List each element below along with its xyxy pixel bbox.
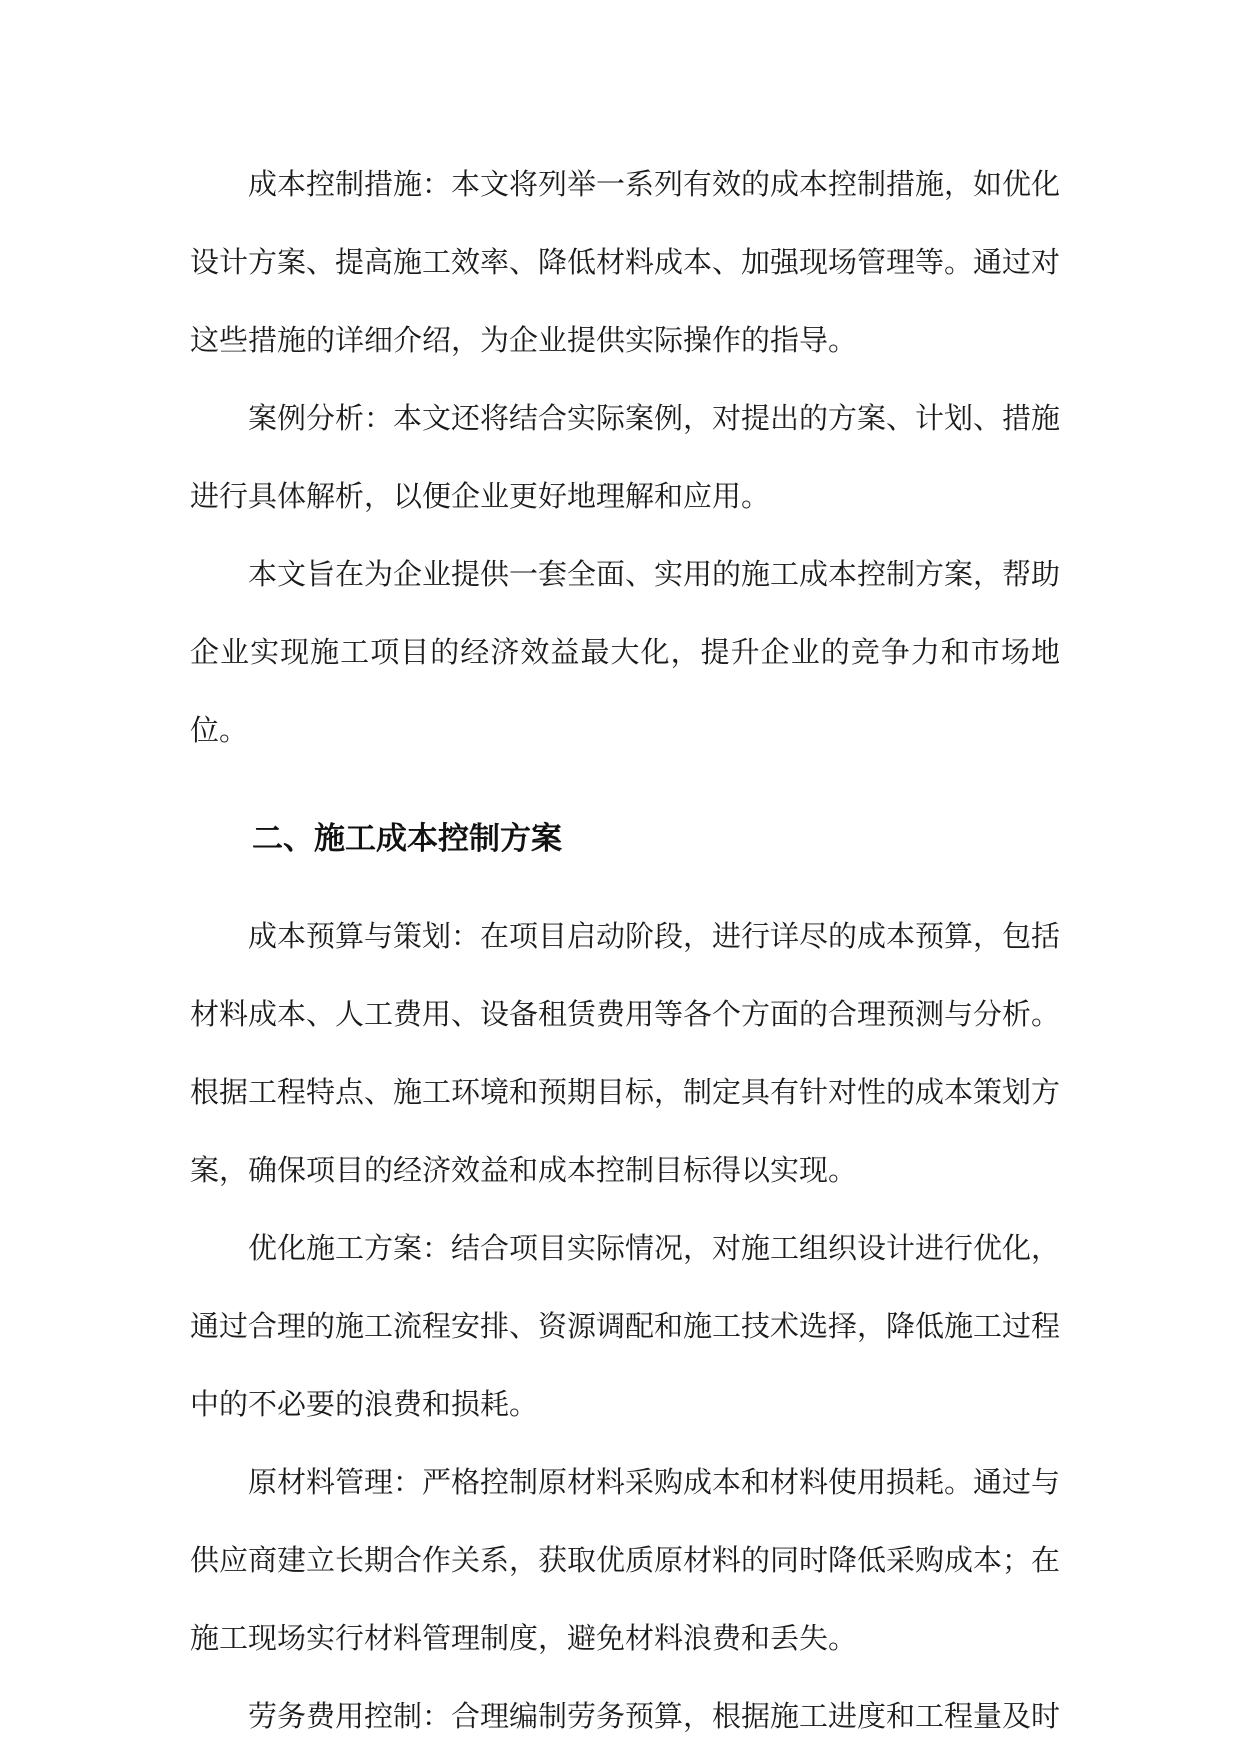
paragraph-case-analysis: 案例分析：本文还将结合实际案例，对提出的方案、计划、措施进行具体解析，以便企业更好地理解和应用。	[190, 401, 1061, 513]
paragraph-raw-material-management: 原材料管理：严格控制原材料采购成本和材料使用损耗。通过与供应商建立长期合作关系，获取优质原材料的同时降低采购成本；在施工现场实行材料管理制度，避免材料浪费和丢失。	[190, 1465, 1061, 1655]
section-heading: 二、施工成本控制方案	[252, 821, 562, 857]
paragraph-budget-planning: 成本预算与策划：在项目启动阶段，进行详尽的成本预算，包括材料成本、人工费用、设备租赁费用等各个方面的合理预测与分析。根据工程特点、施工环境和预期目标，制定具有针对性的成本策划方案，确保项目的经济效益和成本控制目标得以实现。	[190, 919, 1061, 1187]
paragraph-cost-control-measures: 成本控制措施：本文将列举一系列有效的成本控制措施，如优化设计方案、提高施工效率、降低材料成本、加强现场管理等。通过对这些措施的详细介绍，为企业提供实际操作的指导。	[190, 167, 1061, 357]
paragraph-optimize-construction-plan: 优化施工方案：结合项目实际情况，对施工组织设计进行优化，通过合理的施工流程安排、资源调配和施工技术选择，降低施工过程中的不必要的浪费和损耗。	[190, 1231, 1061, 1421]
document-body	[190, 145, 1060, 1755]
paragraph-labor-cost-control: 劳务费用控制：合理编制劳务预算，根据施工进度和工程量及时	[248, 1699, 1061, 1733]
paragraph-purpose: 本文旨在为企业提供一套全面、实用的施工成本控制方案，帮助企业实现施工项目的经济效益最大化，提升企业的竞争力和市场地位。	[190, 557, 1061, 747]
